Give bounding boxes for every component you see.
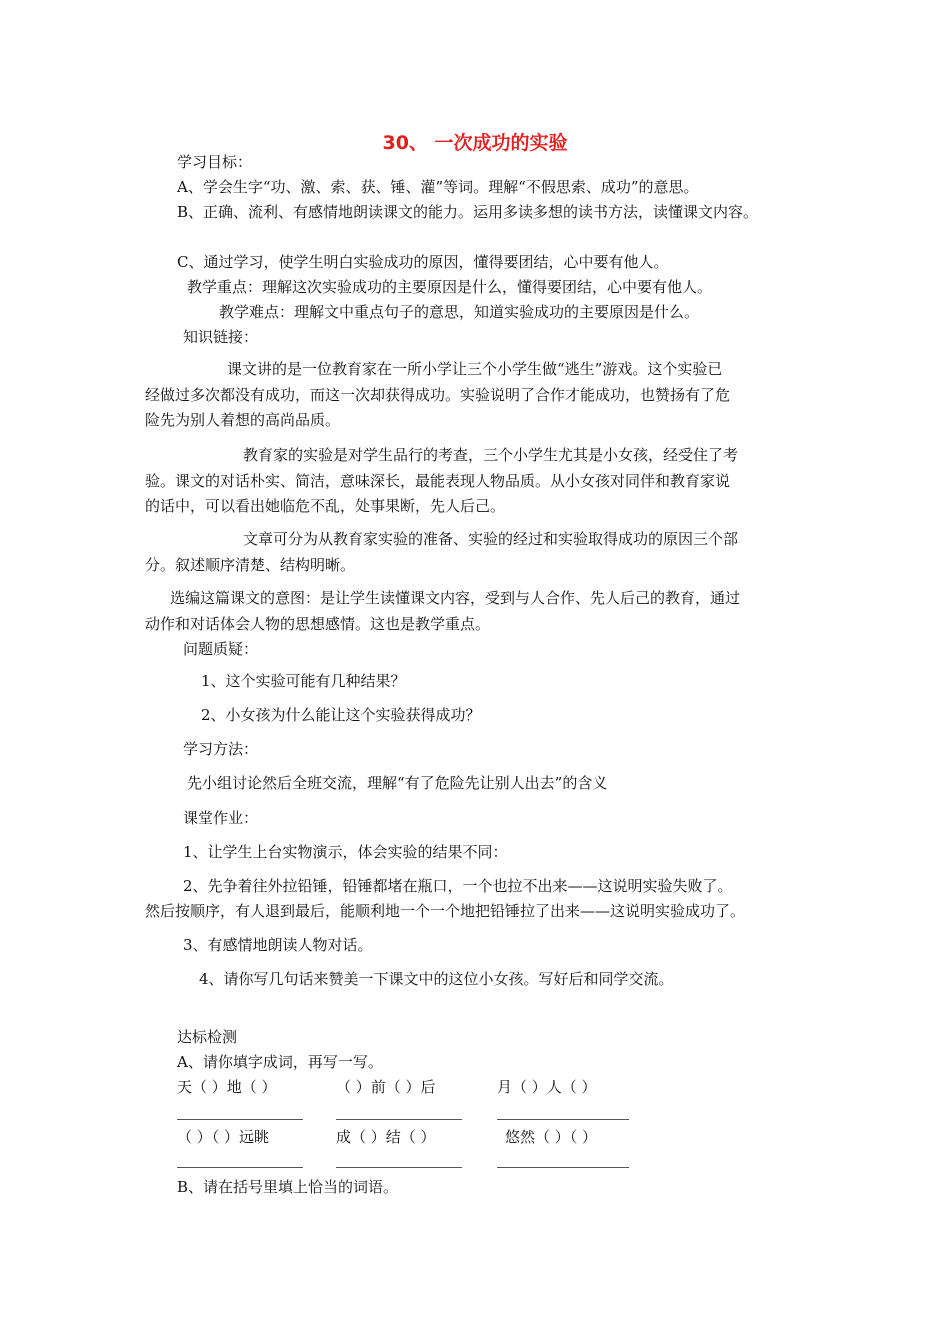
- knowledge-paragraph-3: [145, 527, 738, 578]
- homework-item-3: 3、有感情地朗读人物对话。: [183, 936, 373, 954]
- text-line: 的话中，可以看出她临危不乱，处事果断，先人后己。: [145, 497, 506, 515]
- fill-in-item: 月（ ）人（ ）: [497, 1078, 597, 1096]
- homework-item-2: 2、先争着往外拉铅锤，铅锤都堵在瓶口，一个也拉不出来——这说明实验失败了。: [183, 877, 733, 895]
- text-line: 动作和对话体会人物的思想感情。这也是教学重点。: [145, 614, 491, 633]
- questions-heading: 问题质疑：: [183, 640, 259, 658]
- knowledge-paragraph-4: [145, 586, 740, 637]
- writing-line: [497, 1167, 629, 1168]
- objectives-heading: 学习目标：: [177, 153, 253, 171]
- homework-heading: 课堂作业：: [183, 809, 259, 827]
- text-line: 险先为别人着想的高尚品质。: [145, 411, 341, 429]
- page-title: 30、 一次成功的实验: [382, 132, 568, 154]
- homework-item-4: 4、请你写几句话来赞美一下课文中的这位小女孩。写好后和同学交流。: [199, 970, 674, 988]
- text-line: 文章可分为从教育家实验的准备、实验的经过和实验取得成功的原因三个部: [243, 530, 739, 548]
- objective-b: B、正确、流利、有感情地朗读课文的能力。运用多读多想的读书方法，读懂课文内容。: [177, 203, 759, 221]
- homework-item-2-continued: 然后按顺序，有人退到最后，能顺利地一个一个地把铅锤拉了出来——这说明实验成功了。: [145, 902, 746, 920]
- writing-line: [177, 1119, 303, 1120]
- question-2: 2、小女孩为什么能让这个实验获得成功？: [201, 706, 481, 724]
- homework-item-1: 1、让学生上台实物演示，体会实验的结果不同：: [183, 843, 508, 861]
- writing-line: [497, 1119, 629, 1120]
- text-line: 课文讲的是一位教育家在一所小学让三个小学生做“逃生”游戏。这个实验已: [227, 360, 723, 378]
- objective-a: A、学会生字“功、激、索、获、锤、灌”等词。理解“不假思索、成功”的意思。: [177, 178, 699, 196]
- text-line: 验。课文的对话朴实、简洁，意味深长，最能表现人物品质。从小女孩对同伴和教育家说: [145, 471, 731, 490]
- text-line: 教育家的实验是对学生品行的考查，三个小学生尤其是小女孩，经受住了考: [243, 446, 739, 464]
- test-section-a: A、请你填字成词，再写一写。: [177, 1053, 383, 1071]
- writing-line: [336, 1119, 462, 1120]
- fill-in-item: （ ）（ ）远眺: [177, 1128, 270, 1146]
- fill-in-item: 天（ ）地（ ）: [177, 1078, 277, 1096]
- fill-in-item: 悠然（ ）（ ）: [505, 1128, 598, 1146]
- objective-c: C、通过学习，使学生明白实验成功的原因，懂得要团结，心中要有他人。: [177, 253, 669, 271]
- writing-line: [336, 1167, 462, 1168]
- text-line: 选编这篇课文的意图：是让学生读懂课文内容，受到与人合作、先人后己的教育，通过: [170, 589, 741, 607]
- knowledge-paragraph-2: [145, 443, 738, 520]
- question-1: 1、这个实验可能有几种结果？: [201, 672, 406, 690]
- test-heading: 达标检测: [177, 1028, 238, 1046]
- method-text: 先小组讨论然后全班交流，理解“有了危险先让别人出去”的含义: [187, 774, 608, 792]
- difficulty: 教学难点：理解文中重点句子的意思，知道实验成功的主要原因是什么。: [219, 303, 700, 321]
- key-point: 教学重点：理解这次实验成功的主要原因是什么，懂得要团结，心中要有他人。: [187, 278, 713, 296]
- knowledge-heading: 知识链接：: [183, 328, 259, 346]
- text-line: 分。叙述顺序清楚、结构明晰。: [145, 555, 356, 574]
- method-heading: 学习方法：: [183, 740, 259, 758]
- knowledge-paragraph-1: [145, 357, 730, 434]
- test-section-b: B、请在括号里填上恰当的词语。: [177, 1178, 399, 1196]
- fill-in-item: 成（ ）结（ ）: [336, 1128, 436, 1146]
- fill-in-item: （ ）前（ ）后: [336, 1078, 436, 1096]
- text-line: 经做过多次都没有成功，而这一次却获得成功。实验说明了合作才能成功，也赞扬有了危: [145, 385, 731, 404]
- writing-line: [177, 1167, 303, 1168]
